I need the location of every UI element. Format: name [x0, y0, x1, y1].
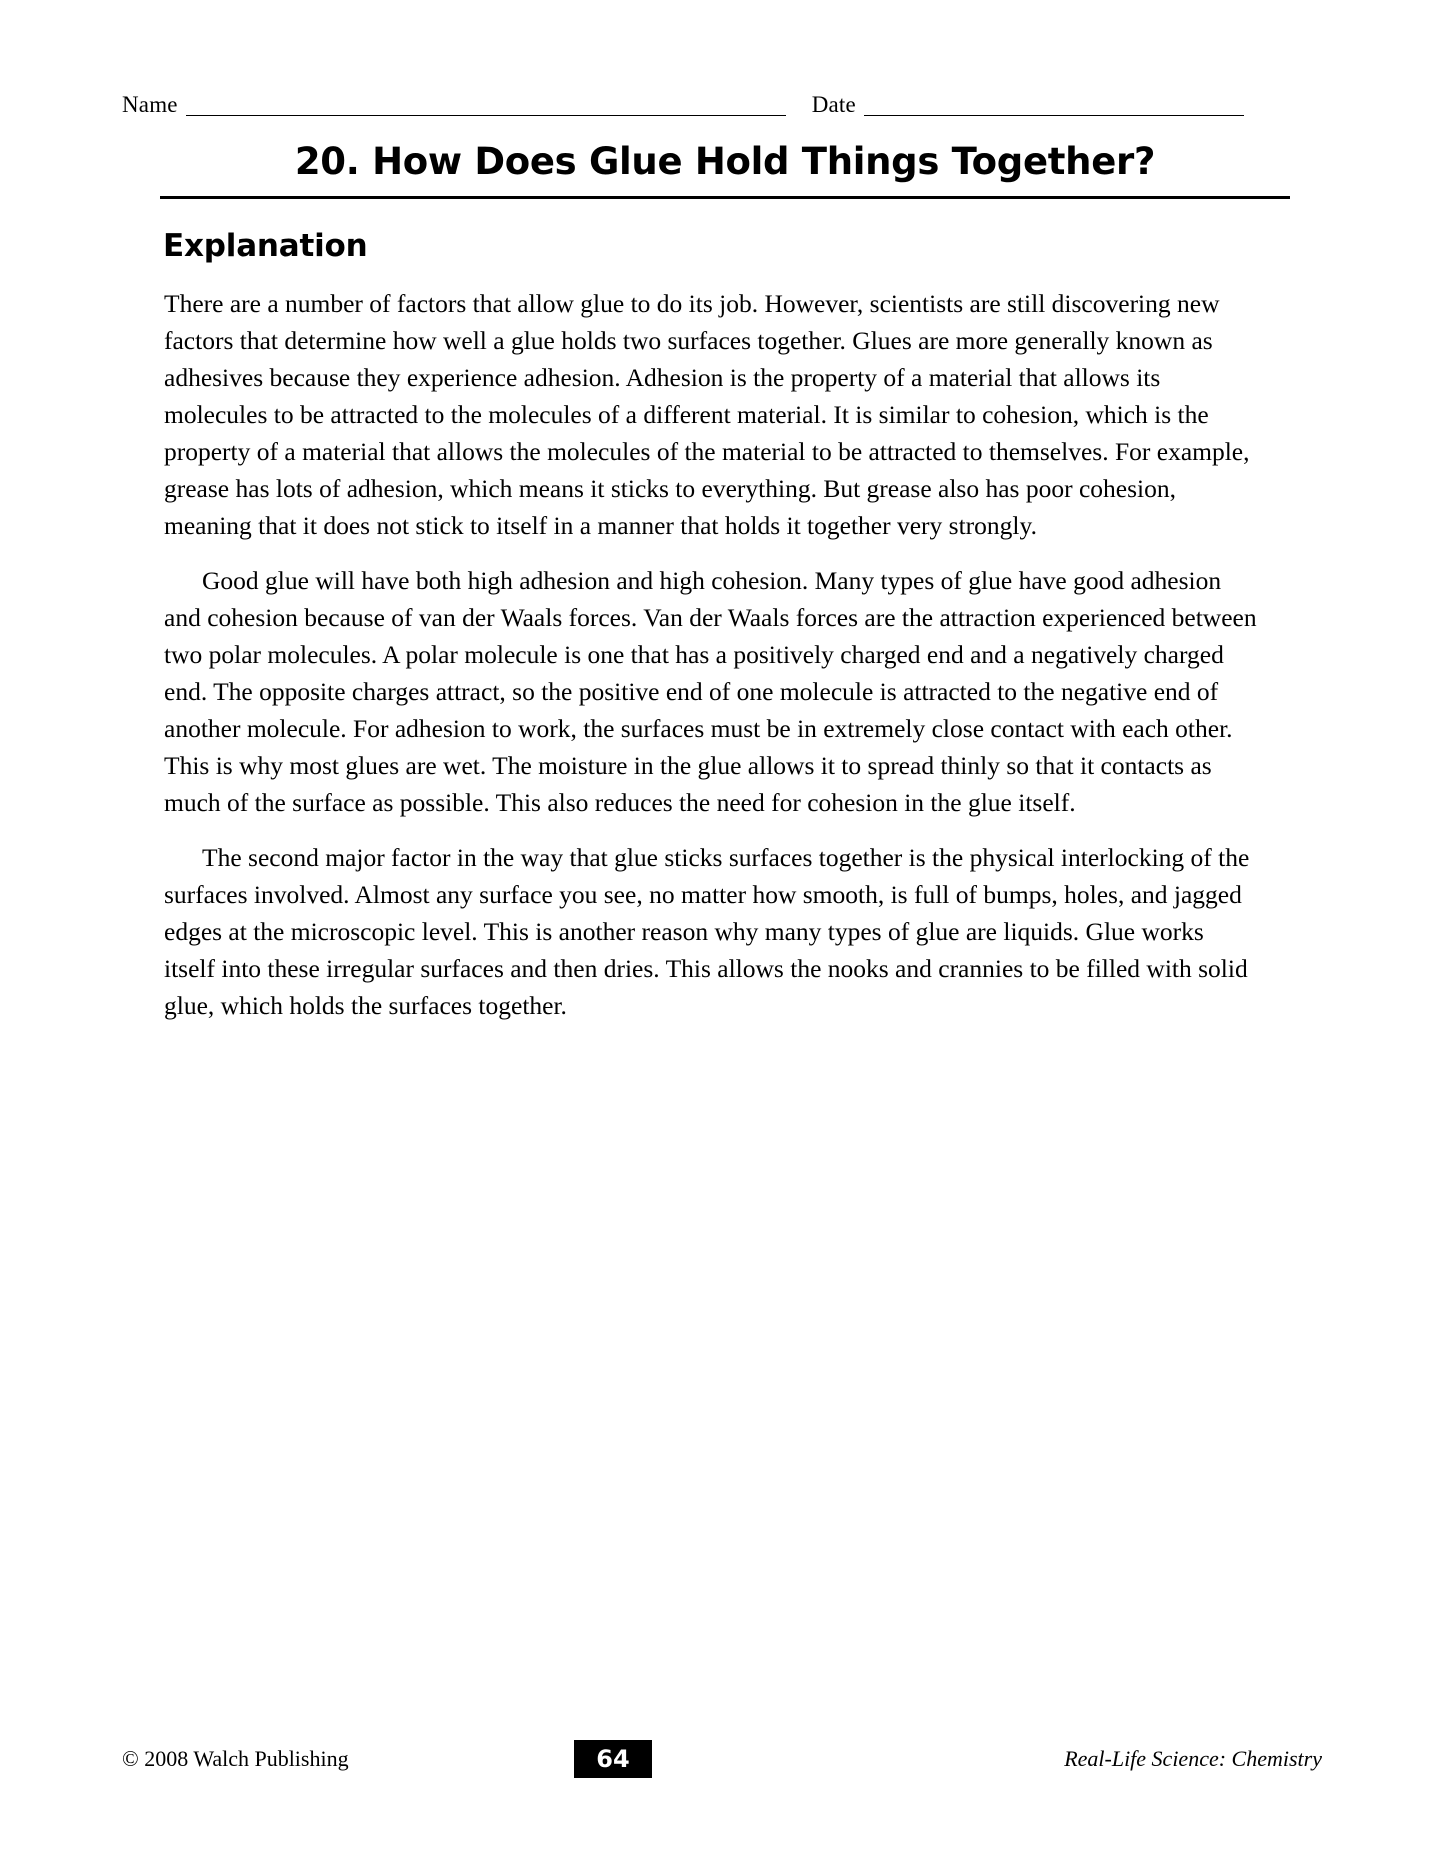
date-label: Date [811, 92, 856, 117]
name-date-row [122, 92, 1317, 120]
page-number-badge: 64 [574, 1740, 652, 1778]
copyright-text: © 2008 Walch Publishing [122, 1746, 349, 1771]
page-footer [122, 1740, 1322, 1780]
paragraph-1: There are a number of factors that allow glue to do its job. However, scientists are still discovering new factors that determine how well a glue holds two surfaces together. Glues are more generally known as adhesives because they experience adhesion. Adhesion is the property of a material that allows its molecules to be attracted to the molecules of a different material. It is similar to cohesion, which is the property of a material that allows the molecules of the material to be attracted to themselves. For example, grease has lots of adhesion, which means it sticks to everything. But grease also has poor cohesion, meaning that it does not stick to itself in a manner that holds it together very strongly. [164, 289, 1250, 540]
page-title: 20. How Does Glue Hold Things Together? [294, 140, 1156, 183]
name-label: Name [122, 92, 178, 117]
paragraph-2: Good glue will have both high adhesion and high cohesion. Many types of glue have good adhesion and cohesion because of van der Waals forces. Van der Waals forces are the attraction experienced between two polar molecules. A polar molecule is one that has a positively charged end and a negatively charged end. The opposite charges attract, so the positive end of one molecule is attracted to the negative end of another molecule. For adhesion to work, the surfaces must be in extremely close contact with each other. This is why most glues are wet. The moisture in the glue allows it to spread thinly so that it contacts as much of the surface as possible. This also reduces the need for cohesion in the glue itself. [164, 566, 1257, 817]
title-divider [160, 196, 1290, 199]
book-title-text: Real-Life Science: Chemistry [1064, 1746, 1322, 1771]
name-write-line[interactable] [186, 114, 786, 116]
paragraph-3: The second major factor in the way that glue sticks surfaces together is the physical interlocking of the surfaces involved. Almost any surface you see, no matter how smooth, is full of bumps, holes, and jagged edges at the microscopic level. This is another reason why many types of glue are liquids. Glue works itself into these irregular surfaces and then dries. This allows the nooks and crannies to be filled with solid glue, which holds the surfaces together. [164, 843, 1250, 1020]
section-heading-explanation: Explanation [163, 228, 368, 264]
title-block [160, 140, 1290, 199]
explanation-body [164, 285, 1259, 1042]
date-write-line[interactable] [864, 114, 1244, 116]
